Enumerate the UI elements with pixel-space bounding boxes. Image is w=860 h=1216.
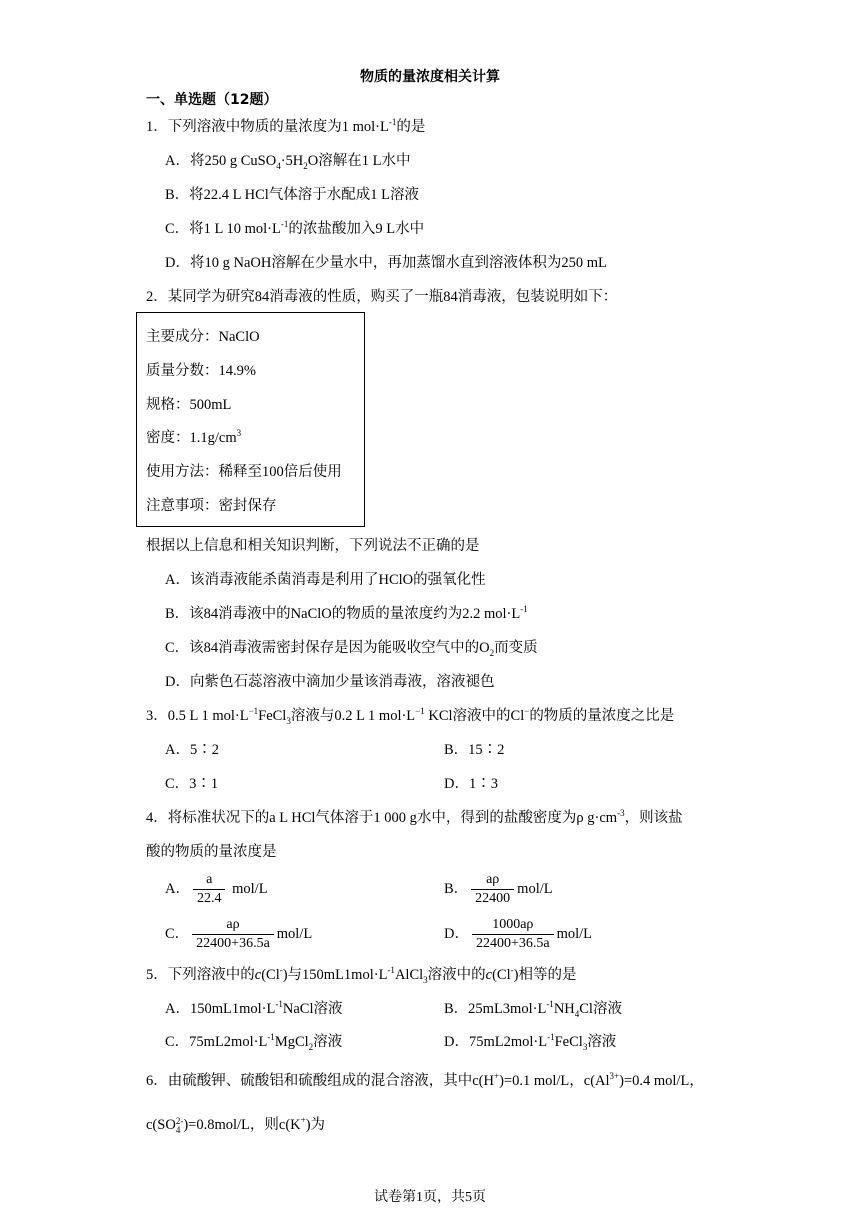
q5-option-b: B．$25mL3mol\cdot L^{-1}NH_4Cl$溶液 (444, 999, 622, 1019)
q3-option-a: A．5∶2 (165, 742, 219, 758)
q1-option-b: B．将22.4 L HCl气体溶于水配成1 L溶液 (165, 187, 420, 203)
q2-stem: 2．某同学为研究84消毒液的性质，购买了一瓶84消毒液，包装说明如下： (146, 289, 618, 305)
q4-stem-line2: 酸的物质的量浓度是 (146, 844, 277, 860)
section-heading: 一、单选题（12题） (146, 92, 278, 108)
q1-option-a: A．将250 g $CuSO_4\cdot 5H_2O$溶解在1 L水中 (165, 153, 411, 171)
q2-option-b: B．该84消毒液中的NaClO的物质的量浓度约为2.2 $mol\cdot L^{-1}$ (165, 604, 528, 622)
q6-stem-line1: 6．由硫酸钾、硫酸铝和硫酸组成的混合溶液，其中c(H+)=0.1 mol/L，$c(Al^{3+})=0.4$ mol/L， (146, 1071, 704, 1089)
q4-option-b: B． $\frac{a\rho}{22400}$ mol/L (444, 872, 553, 907)
page-title: 物质的量浓度相关计算 (360, 69, 500, 85)
q3-option-b: B．15∶2 (444, 742, 505, 758)
q5-option-d: D．$75mL2mol\cdot L^{-1}FeCl_3$溶液 (444, 1032, 617, 1052)
fraction: $\frac{a\rho}{22400+36.5a}$ (192, 916, 274, 953)
box-line-spec: 规格：500mL (146, 397, 232, 413)
q5-option-c: C．$75mL2mol\cdot L^{-1}MgCl_2$溶液 (165, 1032, 343, 1052)
q6-stem-line2: c(SO 2- 4 )=0.8mol/L，则c(K+)为 (146, 1115, 326, 1135)
box-line-mass-fraction: 质量分数：14.9% (146, 363, 256, 379)
page-footer: 试卷第1页，共5页 (374, 1190, 486, 1205)
q2-option-a: A．该消毒液能杀菌消毒是利用了HClO的强氧化性 (165, 572, 486, 588)
q5-option-a: A．$150mL1mol\cdot L^{-1}NaCl$溶液 (165, 999, 343, 1017)
box-line-ingredient: 主要成分：NaClO (146, 329, 260, 345)
box-line-caution: 注意事项：密封保存 (146, 498, 277, 514)
q1-stem: 1．下列溶液中物质的量浓度为1 $mol\cdot L^{-1}$的是 (146, 117, 426, 135)
q2-question: 根据以上信息和相关知识判断，下列说法不正确的是 (146, 538, 480, 554)
q4-option-d: D． $\frac{1000a\rho}{22400+36.5a}$ mol/L (444, 917, 593, 952)
q3-stem: 3．0.5 L 1 $mol\cdot L^{-1}FeCl_3$溶液与0.2 L 1 $mol\cdot L^{-1}$ KCl溶液中的Cl−的物质的量浓度之比是 (146, 706, 675, 726)
fraction: $\frac{1000a\rho}{22400+36.5a}$ (472, 916, 554, 953)
q3-option-d: D．1∶3 (444, 776, 498, 792)
q1-option-d: D．将10 g NaOH溶解在少量水中，再加蒸馏水直到溶液体积为250 mL (165, 255, 607, 271)
q2-option-d: D．向紫色石蕊溶液中滴加少量该消毒液，溶液褪色 (165, 674, 495, 690)
q3-option-c: C．3∶1 (165, 776, 219, 792)
box-line-usage: 使用方法：稀释至100倍后使用 (146, 464, 342, 480)
q4-option-c: C． $\frac{a\rho}{22400+36.5a}$ mol/L (165, 917, 313, 952)
q5-stem: 5．下列溶液中的c(Cl-)与$150mL1mol\cdot L^{-1}AlCl_3$溶液中的c(Cl-)相等的是 (146, 965, 577, 985)
fraction: $\frac{a}{22.4}$ (193, 871, 226, 908)
q2-option-c: C．该84消毒液需密封保存是因为能吸收空气中的$O_2$而变质 (165, 640, 538, 658)
fraction: $\frac{a\rho}{22400}$ (471, 871, 514, 908)
box-line-density: 密度：$1.1g/cm^3$ (146, 428, 242, 446)
q1-option-c: C．将1 L 10 $mol\cdot L^{-1}$的浓盐酸加入9 L水中 (165, 219, 425, 237)
q4-stem-line1: 4．将标准状况下的a L HCl气体溶于1 000 g水中，得到的盐酸密度为ρ $g\cdot cm^{-3}$，则该盐 (146, 808, 683, 826)
q4-option-a: A． $\frac{a}{22.4}$ mol/L (165, 872, 268, 907)
